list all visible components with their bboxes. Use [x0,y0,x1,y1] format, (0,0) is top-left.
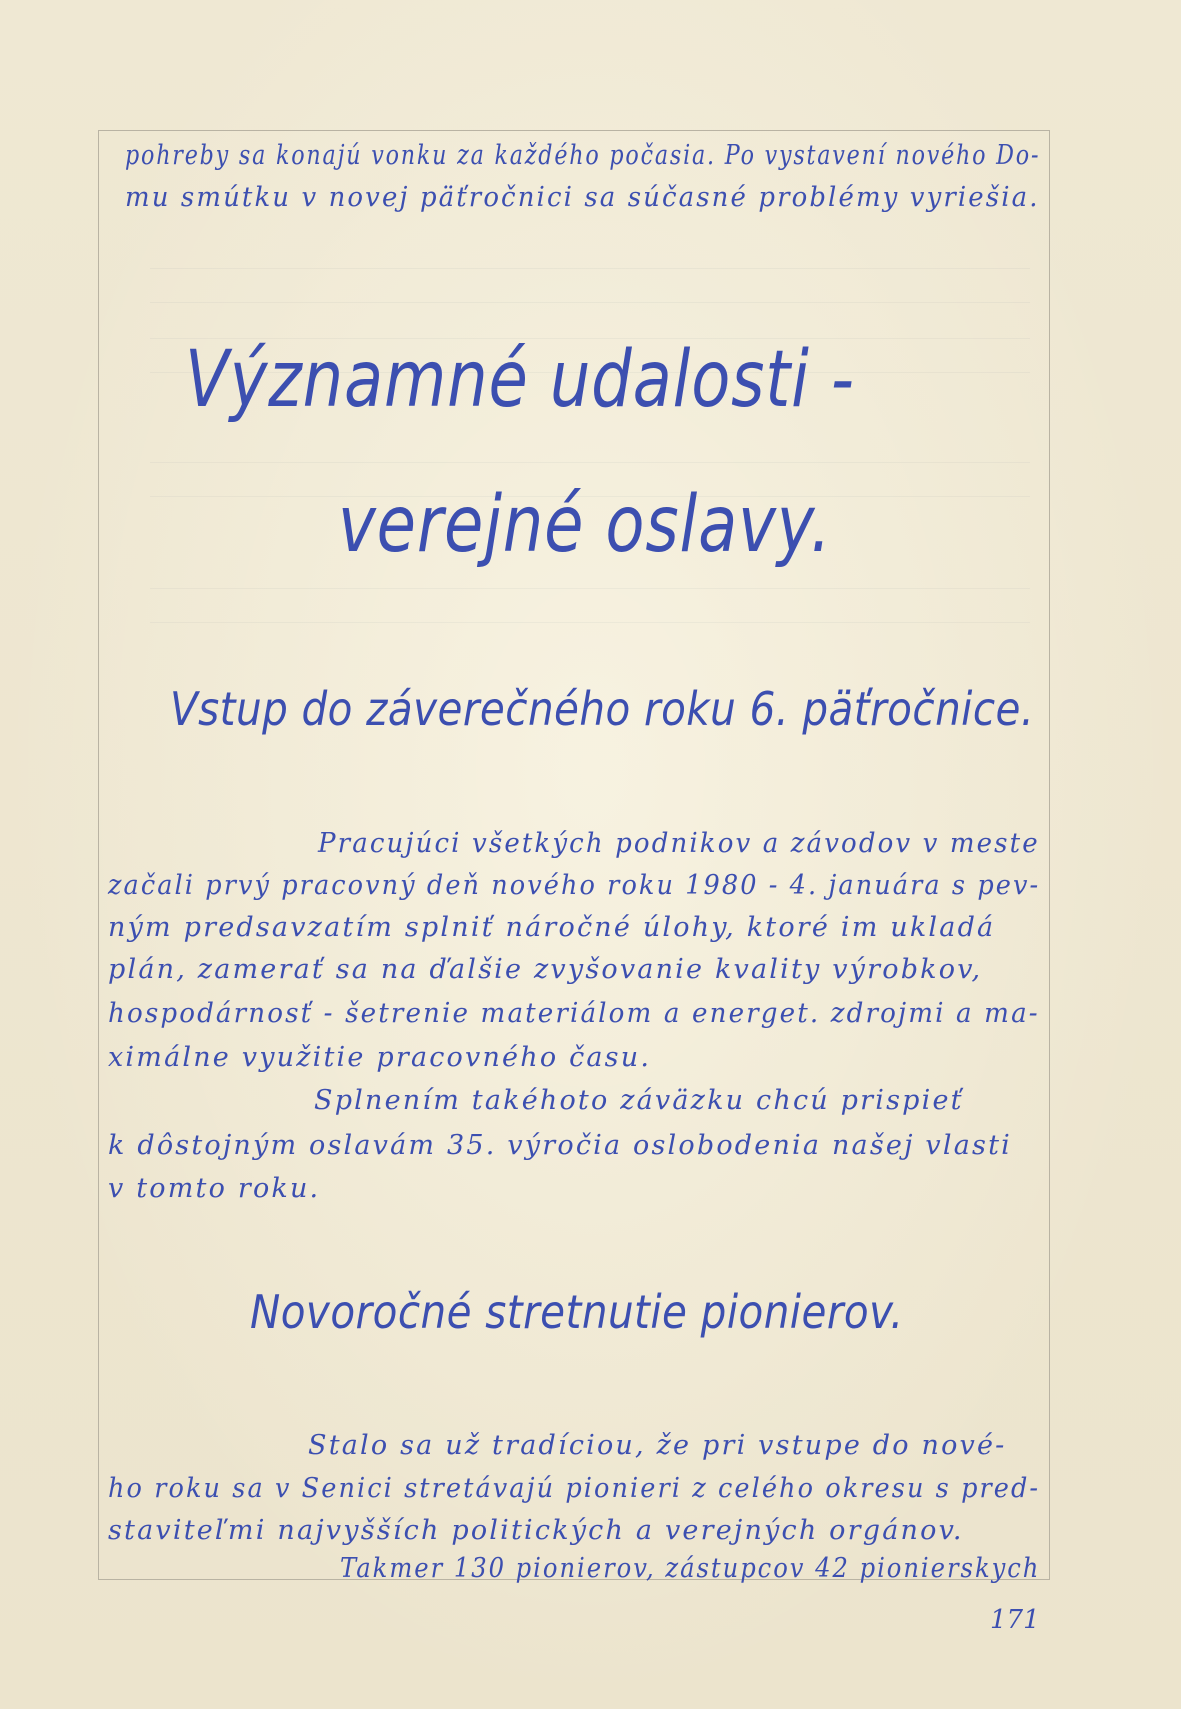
paragraph-line: hospodárnosť - šetrenie materiálom a energet. zdrojmi a ma- [108,998,1040,1029]
paragraph-line: Stalo sa už tradíciou, že pri vstupe do nové- [308,1430,1007,1461]
paragraph-line: Splnením takéhoto záväzku chcú prispieť [314,1085,964,1116]
top-line-2: mu smútku v novej päťročnici sa súčasné problémy vyriešia. [125,182,1040,213]
top-line-1: pohreby sa konajú vonku za každého počasia. Po vystavení nového Do- [125,140,1041,171]
paragraph-line: ho roku sa v Senici stretávajú pionieri z celého okresu s pred- [108,1473,1041,1504]
paragraph-line: v tomto roku. [108,1173,321,1204]
section-title-vstup: Vstup do záverečného roku 6. päťročnice. [170,682,1035,736]
main-heading-line-1: Významné udalosti - [185,335,855,425]
paragraph-line: staviteľmi najvyšších politických a verejných orgánov. [108,1515,964,1546]
section-title-novorocne: Novoročné stretnutie pionierov. [250,1285,904,1339]
paragraph-line: plán, zamerať sa na ďalšie zvyšovanie kvality výrobkov, [108,954,983,985]
paragraph-line: Pracujúci všetkých podnikov a závodov v meste [318,828,1040,859]
main-heading-line-2: verejné oslavy. [338,480,832,570]
paragraph-line: k dôstojným oslavám 35. výročia oslobodenia našej vlasti [108,1130,1012,1161]
paragraph-line: ným predsavzatím splniť náročné úlohy, ktoré im ukladá [108,912,996,943]
paragraph-line: ximálne využitie pracovného času. [108,1042,652,1073]
page-number: 171 [990,1605,1040,1635]
paragraph-line: začali prvý pracovný deň nového roku 1980 - 4. januára s pev- [108,870,1041,901]
paragraph-line: Takmer 130 pionierov, zástupcov 42 pionierskych [340,1553,1041,1584]
